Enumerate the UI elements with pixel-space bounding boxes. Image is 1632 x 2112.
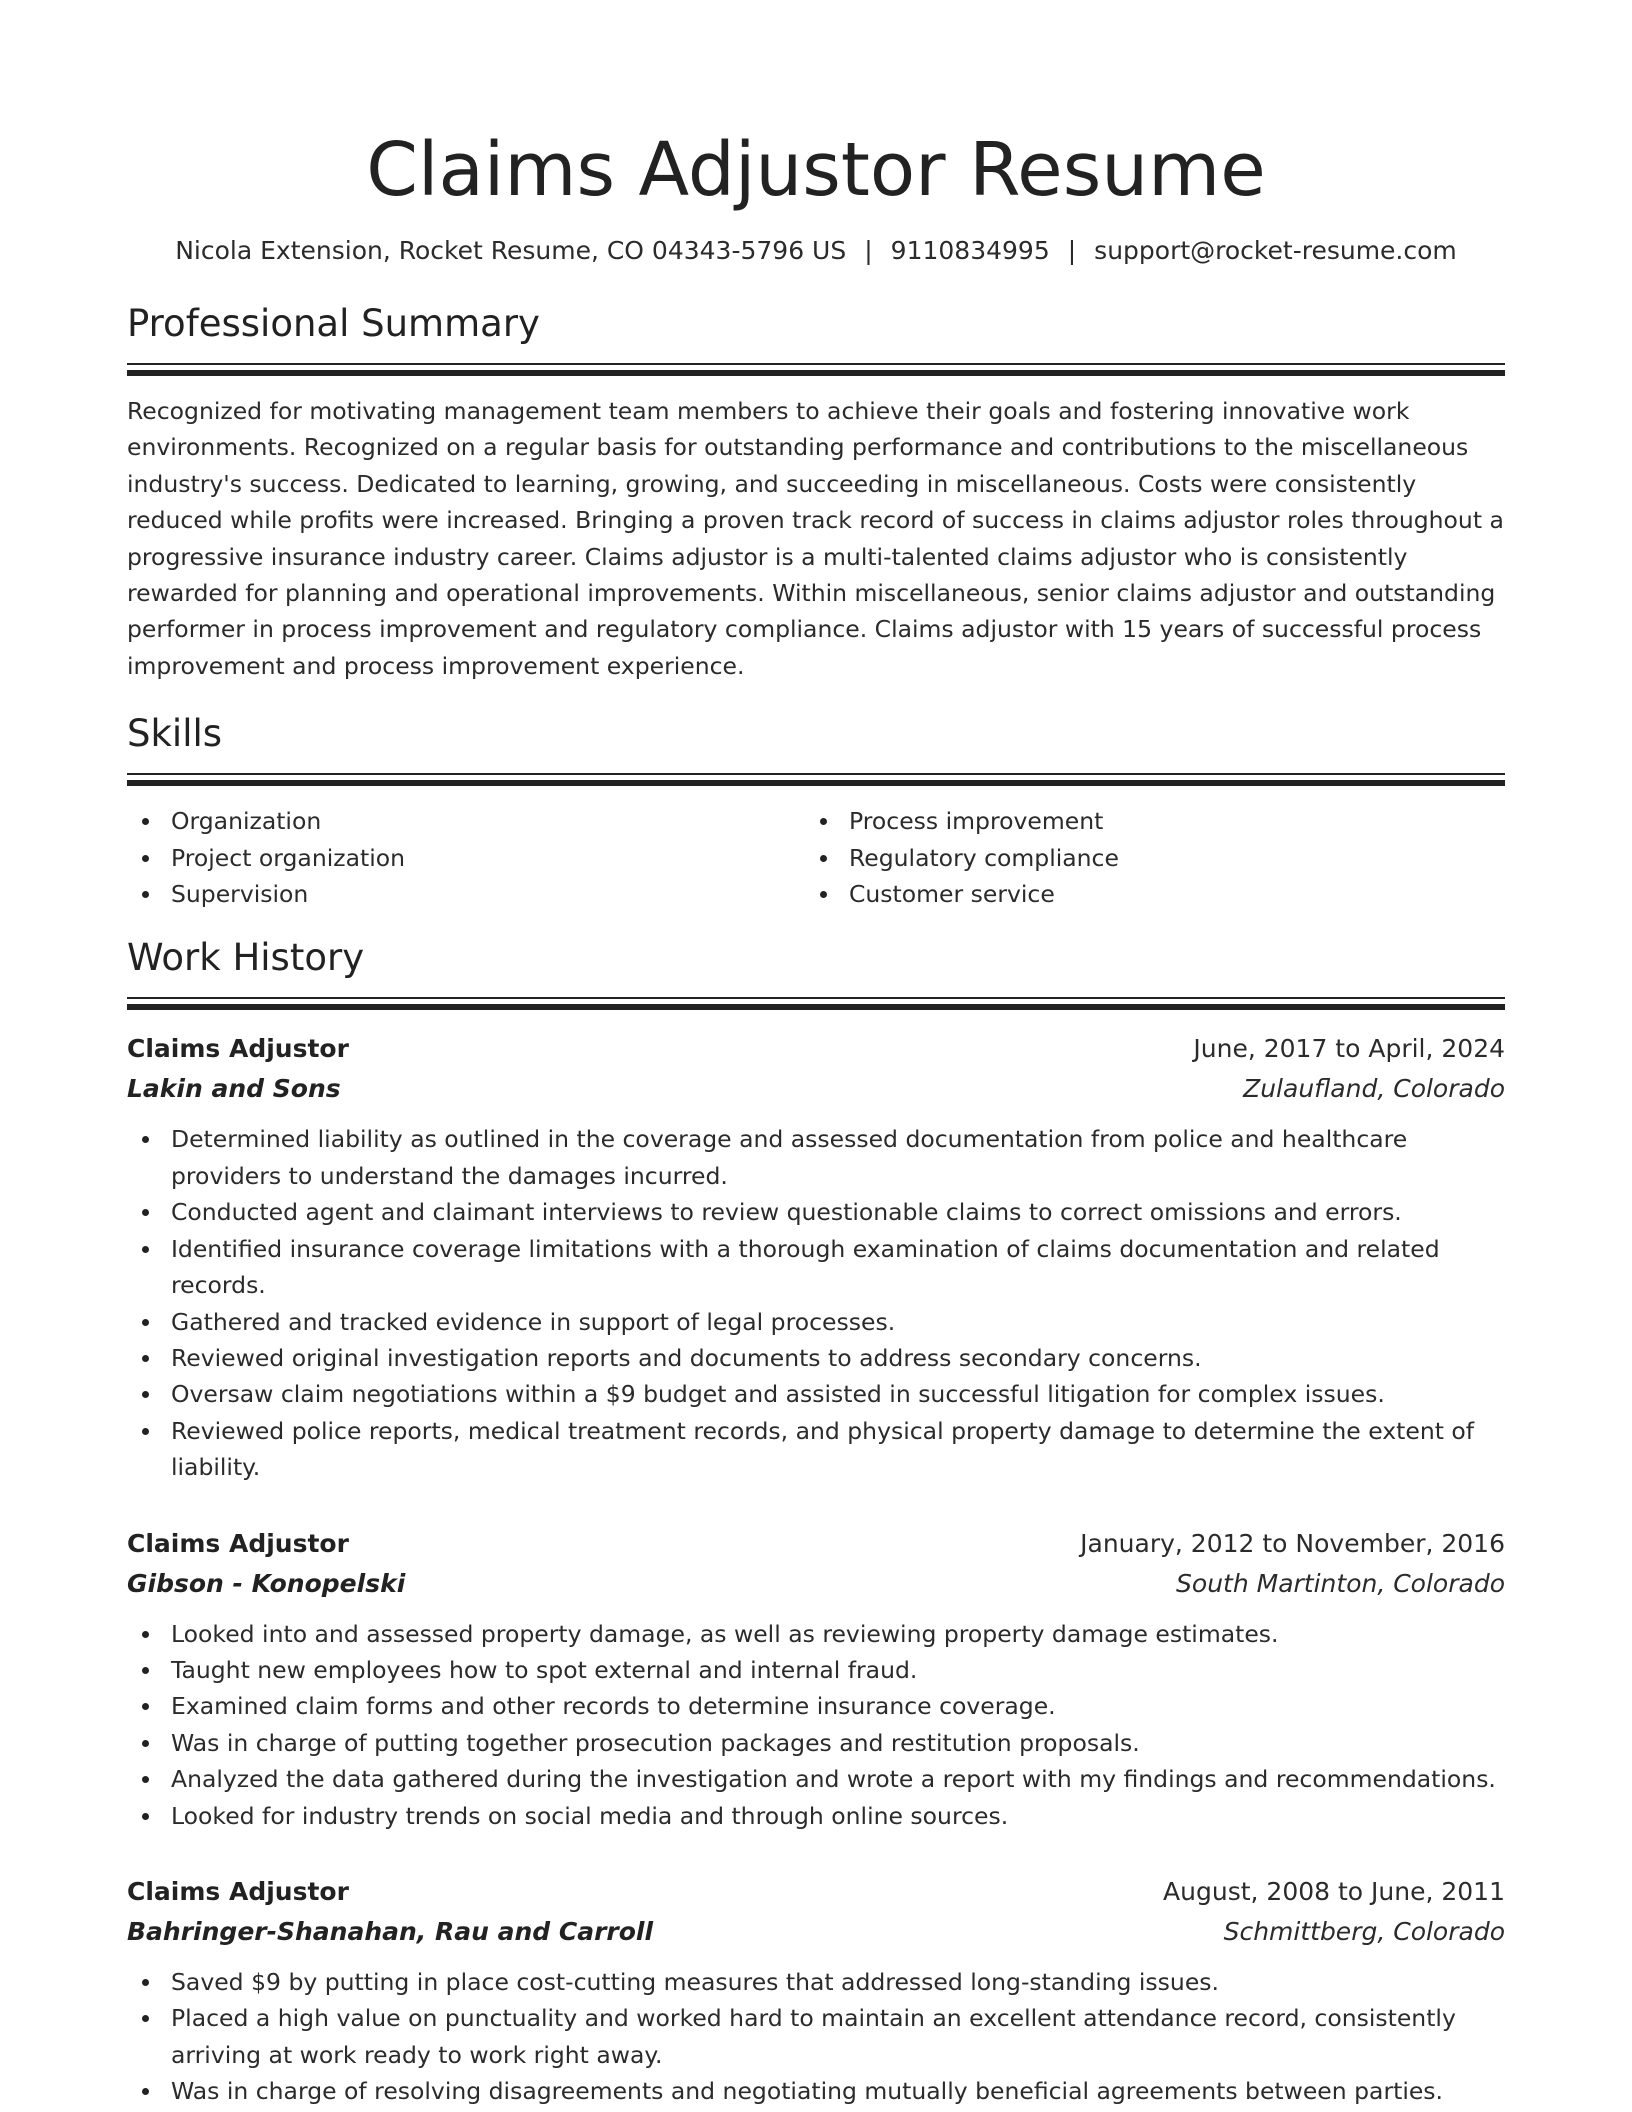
contact-phone: 9110834995 <box>890 236 1050 265</box>
skills-right-column <box>805 803 1483 912</box>
skill-label: Regulatory compliance <box>849 843 1119 872</box>
job-entry <box>127 1524 1505 1834</box>
bullet-icon <box>142 1813 149 1820</box>
bullet-icon <box>142 855 149 862</box>
job-bullet <box>127 1340 1505 1376</box>
skill-label: Project organization <box>171 843 405 872</box>
job-subheader <box>127 1564 1505 1604</box>
job-location: Zulaufland, Colorado <box>1243 1074 1505 1104</box>
job-dates: August, 2008 to June, 2011 <box>1163 1876 1505 1906</box>
contact-line <box>127 234 1505 268</box>
section-divider <box>127 363 1505 375</box>
job-bullet-text: Saved $9 by putting in place cost-cutting measures that addressed long-standing issues. <box>171 1967 1219 1996</box>
job-bullet <box>127 1231 1505 1304</box>
bullet-icon <box>142 1631 149 1638</box>
skill-label: Customer service <box>849 880 1055 909</box>
bullet-icon <box>820 891 827 898</box>
skills-columns <box>127 803 1505 912</box>
job-bullet <box>127 1616 1505 1652</box>
bullet-icon <box>142 1979 149 1986</box>
job-bullet <box>127 1798 1505 1834</box>
job-header <box>127 1029 1505 1069</box>
resume-title: Claims Adjustor Resume <box>366 127 1266 213</box>
job-bullet-text: Gathered and tracked evidence in support of legal processes. <box>171 1307 896 1336</box>
job-dates: June, 2017 to April, 2024 <box>1193 1034 1505 1064</box>
skill-item <box>127 840 805 876</box>
job-bullet-text: Reviewed original investigation reports and documents to address secondary concerns. <box>171 1343 1202 1372</box>
job-title: Claims Adjustor <box>127 1876 349 1906</box>
skill-label: Supervision <box>171 880 309 909</box>
job-bullet-text: Was in charge of resolving disagreements and negotiating mutually beneficial agreements between parties. <box>171 2077 1444 2106</box>
job-bullet-text: Examined claim forms and other records to determine insurance coverage. <box>171 1692 1056 1721</box>
summary-text: Recognized for motivating management team members to achieve their goals and fostering innovative work environments. Recognized on a regular basis for outstanding performance and contributions to the miscellaneous industry's success. Dedicated to learning, growing, and succeeding in miscellaneous. Costs were consistently reduced while profits were increased. Bringing a proven track record of success in claims adjustor roles throughout a progressive insurance industry career. Claims adjustor is a multi-talented claims adjustor who is consistently rewarded for planning and operational improvements. Within miscellaneous, senior claims adjustor and outstanding performer in process improvement and regulatory compliance. Claims adjustor with 15 years of successful process improvement and process improvement experience. <box>127 397 1504 680</box>
job-bullet-text: Analyzed the data gathered during the investigation and wrote a report with my findings and recommendations. <box>171 1765 1496 1794</box>
job-bullet <box>127 1121 1505 1194</box>
job-company: Bahringer-Shanahan, Rau and Carroll <box>127 1916 654 1946</box>
job-entry <box>127 1872 1505 2110</box>
job-bullet-text: Determined liability as outlined in the coverage and assessed documentation from police and healthcare providers to understand the damages incurred. <box>171 1125 1408 1190</box>
contact-separator: | <box>864 236 873 265</box>
work-history-section <box>127 934 1505 2109</box>
job-header <box>127 1524 1505 1564</box>
summary-heading: Professional Summary <box>127 302 540 345</box>
bullet-icon <box>142 1703 149 1710</box>
bullet-icon <box>142 1391 149 1398</box>
job-bullet-text: Oversaw claim negotiations within a $9 budget and assisted in successful litigation for complex issues. <box>171 1380 1385 1409</box>
section-divider <box>127 773 1505 785</box>
summary-section <box>127 300 1505 684</box>
bullet-icon <box>142 1428 149 1435</box>
contact-separator: | <box>1067 236 1077 265</box>
job-bullet <box>127 2000 1505 2073</box>
contact-email: support@rocket-resume.com <box>1094 236 1457 265</box>
job-bullet-text: Placed a high value on punctuality and worked hard to maintain an excellent attendance record, consistently arriving at work ready to work right away. <box>171 2004 1456 2069</box>
bullet-icon <box>142 1246 149 1253</box>
bullet-icon <box>142 1667 149 1674</box>
bullet-icon <box>820 855 827 862</box>
job-bullets <box>127 1121 1505 1485</box>
skill-item <box>127 803 805 839</box>
bullet-icon <box>142 1136 149 1143</box>
job-bullet-text: Looked into and assessed property damage, as well as reviewing property damage estimates. <box>171 1619 1279 1648</box>
job-bullet <box>127 1652 1505 1688</box>
job-bullets <box>127 1616 1505 1834</box>
job-bullet-text: Reviewed police reports, medical treatment records, and physical property damage to determine the extent of liability. <box>171 1416 1475 1482</box>
job-bullets <box>127 1964 1505 2110</box>
skill-label: Organization <box>171 807 322 836</box>
bullet-icon <box>142 2088 149 2095</box>
job-bullet <box>127 1413 1505 1486</box>
job-bullet <box>127 1376 1505 1412</box>
skill-label: Process improvement <box>849 807 1104 836</box>
bullet-icon <box>142 818 149 825</box>
job-bullet <box>127 1304 1505 1340</box>
job-bullet <box>127 2073 1505 2109</box>
contact-address: Nicola Extension, Rocket Resume, CO 04343-5796 US <box>175 236 847 265</box>
skill-item <box>805 876 1483 912</box>
section-divider <box>127 997 1505 1009</box>
job-bullet-text: Conducted agent and claimant interviews to review questionable claims to correct omissions and errors. <box>171 1198 1402 1227</box>
job-bullet-text: Was in charge of putting together prosecution packages and restitution proposals. <box>171 1728 1140 1757</box>
job-subheader <box>127 1069 1505 1109</box>
job-dates: January, 2012 to November, 2016 <box>1080 1528 1505 1558</box>
job-header <box>127 1872 1505 1912</box>
job-bullet <box>127 1725 1505 1761</box>
job-bullet <box>127 1964 1505 2000</box>
work-history-heading: Work History <box>127 936 365 980</box>
bullet-icon <box>142 1740 149 1747</box>
job-title: Claims Adjustor <box>127 1034 349 1064</box>
job-subheader <box>127 1912 1505 1952</box>
job-bullet <box>127 1194 1505 1230</box>
job-bullet-text: Identified insurance coverage limitations with a thorough examination of claims documentation and related records. <box>171 1234 1440 1300</box>
skills-heading: Skills <box>127 712 223 756</box>
resume-page <box>127 0 1505 2110</box>
job-bullet <box>127 1761 1505 1797</box>
job-entry <box>127 1029 1505 1485</box>
job-title: Claims Adjustor <box>127 1528 349 1558</box>
job-bullet-text: Looked for industry trends on social media and through online sources. <box>171 1801 1009 1830</box>
bullet-icon <box>142 1776 149 1783</box>
job-location: South Martinton, Colorado <box>1176 1568 1505 1598</box>
skills-left-column <box>127 803 805 912</box>
job-company: Gibson - Konopelski <box>127 1568 406 1598</box>
bullet-icon <box>142 1319 149 1326</box>
job-company: Lakin and Sons <box>127 1074 341 1104</box>
skills-section <box>127 710 1505 912</box>
bullet-icon <box>142 2015 149 2022</box>
bullet-icon <box>142 1355 149 1362</box>
job-bullet <box>127 1688 1505 1724</box>
bullet-icon <box>142 891 149 898</box>
skill-item <box>805 803 1483 839</box>
bullet-icon <box>142 1209 149 1216</box>
skill-item <box>805 840 1483 876</box>
skill-item <box>127 876 805 912</box>
job-location: Schmittberg, Colorado <box>1223 1916 1505 1946</box>
job-bullet-text: Taught new employees how to spot external and internal fraud. <box>171 1655 918 1684</box>
bullet-icon <box>820 818 827 825</box>
